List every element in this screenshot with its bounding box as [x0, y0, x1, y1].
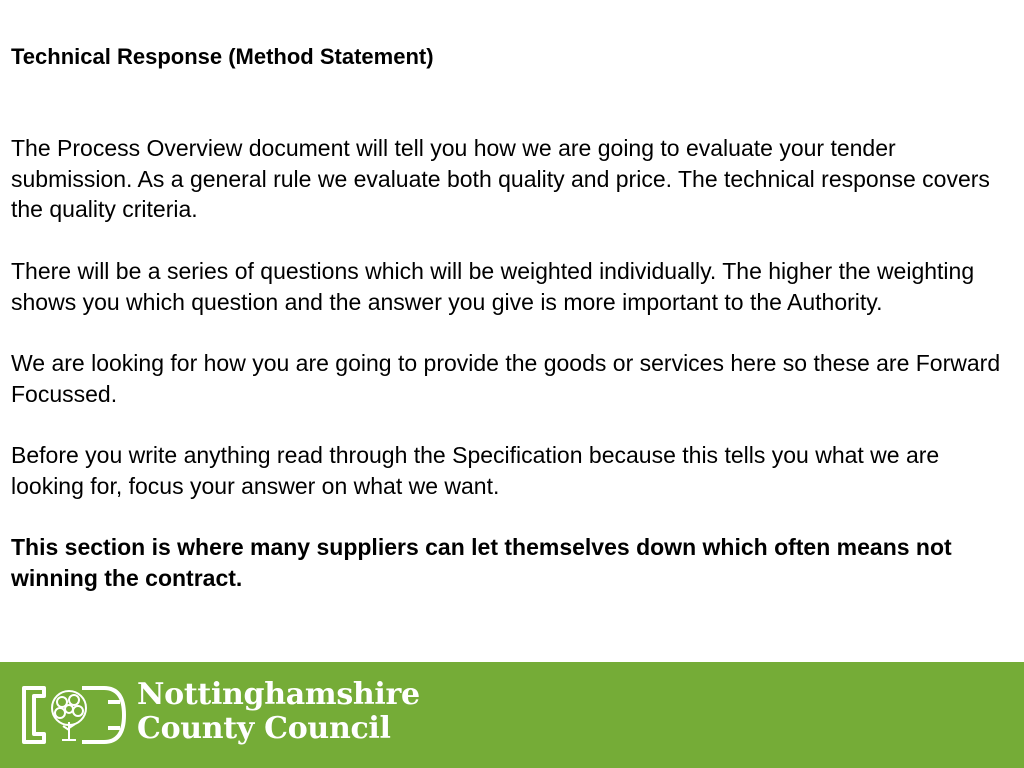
paragraph-process-overview: The Process Overview document will tell you how we are going to evaluate your tender submission. As a general rule we evaluate both quality and price. The technical response covers the quality criteria.	[11, 135, 990, 223]
paragraph-warning: This section is where many suppliers can let themselves down which often means not winning the contract.	[11, 534, 952, 591]
oak-tree-emblem-icon	[22, 682, 128, 748]
slide-title: Technical Response (Method Statement)	[11, 44, 434, 69]
paragraph-forward-focussed: We are looking for how you are going to provide the goods or services here so these are Forward Focussed.	[11, 349, 1001, 407]
paragraph-weighted-questions: There will be a series of questions which will be weighted individually. The higher the weighting shows you which question and the answer you give is more important to the Authority.	[11, 257, 975, 315]
council-logo-wordmark	[137, 678, 420, 746]
council-logo-line2: County Council	[137, 711, 391, 746]
paragraph-read-specification: Before you write anything read through the Specification because this tells you what we are looking for, focus your answer on what we want.	[11, 441, 940, 499]
slide-body	[11, 133, 1011, 624]
council-logo-line1: Nottinghamshire	[137, 677, 420, 712]
